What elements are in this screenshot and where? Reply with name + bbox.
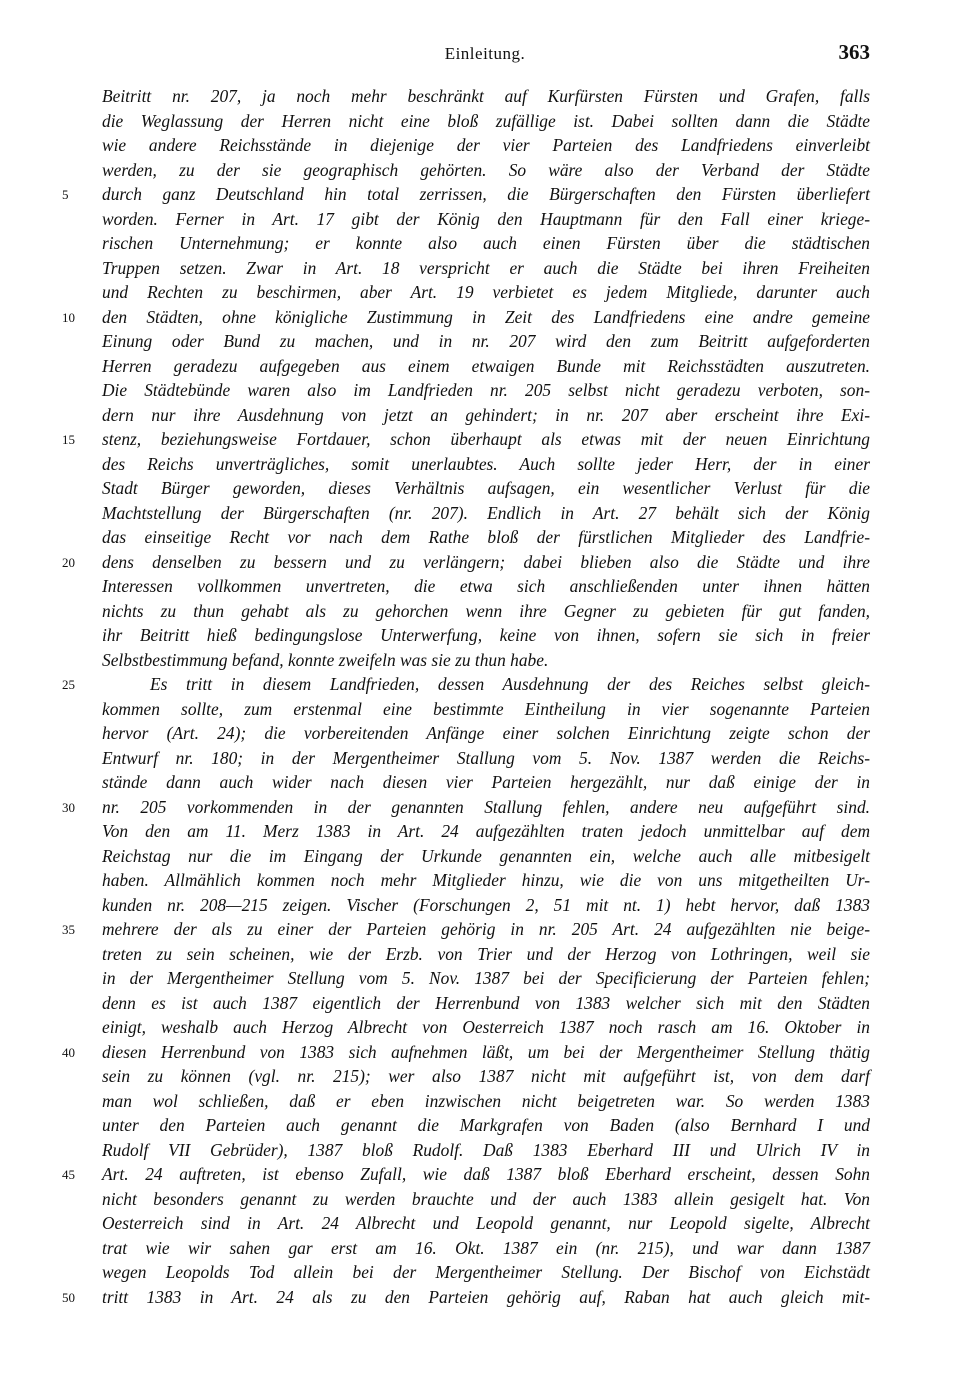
line-text: mehrere der als zu einer der Parteien gehörig in nr. 205 Art. 24 aufgezählten nie beige- — [102, 919, 870, 939]
running-head — [100, 40, 870, 70]
line-text: Art. 24 auftreten, ist ebenso Zufall, wie daß 1387 bloß Eberhard erscheint, dessen Sohn — [102, 1164, 870, 1184]
text-line — [0, 1064, 960, 1089]
line-text: denn es ist auch 1387 eigentlich der Herrenbund von 1383 welcher sich mit den Städten — [102, 992, 870, 1013]
text-line — [0, 599, 960, 624]
text-line — [0, 697, 960, 722]
text-line — [0, 746, 960, 771]
line-text: tritt 1383 in Art. 24 als zu den Parteien gehörig auf, Raban hat auch gleich mit- — [102, 1286, 870, 1307]
text-line — [0, 819, 960, 844]
text-line — [0, 672, 960, 697]
line-number: 10 — [62, 309, 75, 325]
text-line — [0, 795, 960, 820]
text-line — [0, 991, 960, 1016]
line-text: worden. Ferner in Art. 17 gibt der König den Hauptmann für den Fall einer kriege- — [102, 208, 870, 229]
line-text: Truppen setzen. Zwar in Art. 18 verspricht er auch die Städte bei ihren Freiheiten — [102, 257, 870, 278]
line-text: man wol schließen, daß er eben inzwischen nicht beigetreten war. So werden 1383 — [102, 1090, 870, 1111]
line-number: 5 — [62, 187, 69, 202]
text-line — [0, 403, 960, 428]
line-text: nr. 205 vorkommenden in der genannten Stallung fehlen, andere neu aufgeführt sind. — [102, 796, 870, 817]
line-text: stenz, beziehungsweise Fortdauer, schon überhaupt als etwas mit der neuen Einrichtung — [102, 429, 870, 449]
text-line — [0, 1089, 960, 1114]
line-text: Selbstbestimmung befand, konnte zweifeln was sie zu thun habe. — [102, 649, 549, 670]
text-line — [0, 280, 960, 305]
line-text: durch ganz Deutschland hin total zerrissen, die Bürgerschaften den Fürsten überliefert — [102, 184, 870, 204]
text-line — [0, 378, 960, 403]
line-number: 40 — [62, 1044, 75, 1060]
line-text: Reichstag nur die im Eingang der Urkunde genannten ein, welche auch alle mitbesigelt — [102, 845, 870, 866]
text-line — [0, 1236, 960, 1261]
text-line — [0, 550, 960, 575]
text-line — [0, 648, 960, 673]
line-text: treten zu sein scheinen, wie der Erzb. von Trier und der Herzog von Lothringen, weil sie — [102, 943, 870, 964]
text-line — [0, 84, 960, 109]
running-title: Einleitung. — [444, 44, 526, 63]
text-line — [0, 476, 960, 501]
text-line — [0, 427, 960, 452]
line-text: Von den am 11. Merz 1383 in Art. 24 aufgezählten traten jedoch unmittelbar auf dem — [102, 821, 870, 841]
line-text: wegen Leopolds Tod allein bei der Mergentheimer Stellung. Der Bischof von Eichstädt — [102, 1262, 870, 1282]
line-number: 20 — [62, 554, 75, 570]
line-text: Die Städtebünde waren also im Landfrieden nr. 205 selbst nicht geradezu verboten, son- — [102, 380, 870, 400]
line-text: haben. Allmählich kommen noch mehr Mitglieder hinzu, wie die von uns mitgetheilten Ur- — [102, 870, 870, 890]
line-number: 50 — [62, 1289, 75, 1305]
text-line — [0, 158, 960, 183]
text-line — [0, 721, 960, 746]
text-line — [0, 525, 960, 550]
line-text: kommen sollte, zum erstenmal eine bestimmte Eintheilung in vier sogenannte Parteien — [102, 698, 870, 719]
line-text: Rudolf VII Gebrüder), 1387 bloß Rudolf. Daß 1383 Eberhard III und Ulrich IV in — [102, 1139, 870, 1160]
line-text: Machtstellung der Bürgerschaften (nr. 207). Endlich in Art. 27 behält sich der König — [102, 502, 870, 523]
text-line — [0, 1138, 960, 1163]
line-text: sein zu können (vgl. nr. 215); wer also 1387 nicht mit aufgeführt ist, von dem darf — [102, 1066, 870, 1086]
text-line — [0, 452, 960, 477]
text-line — [0, 182, 960, 207]
text-line — [0, 109, 960, 134]
text-line — [0, 942, 960, 967]
line-text: Einung oder Bund zu machen, und in nr. 207 wird den zum Beitritt aufgeforderten — [102, 331, 870, 351]
line-text: Interessen vollkommen unvertreten, die etwa sich anschließenden unter ihnen hätten — [102, 576, 870, 596]
line-number: 25 — [62, 677, 75, 692]
line-text: Stadt Bürger geworden, dieses Verhältnis aufsagen, ein wesentlicher Verlust für die — [102, 478, 870, 498]
line-text: in der Mergentheimer Stellung vom 5. Nov. 1387 bei der Specificierung der Parteien fehlen; — [102, 968, 870, 988]
text-line — [0, 574, 960, 599]
text-line — [0, 501, 960, 526]
text-line — [0, 1285, 960, 1310]
body-text — [0, 84, 960, 1309]
text-line — [0, 256, 960, 281]
line-text: Oesterreich sind in Art. 24 Albrecht und Leopold genannt, nur Leopold sigelte, Albrecht — [102, 1213, 870, 1233]
line-text: des Reichs unverträgliches, somit unerlaubtes. Auch sollte jeder Herr, der in einer — [102, 453, 870, 474]
line-text: das einseitige Recht vor nach dem Rathe bloß der fürstlichen Mitglieder des Landfrie- — [102, 527, 870, 547]
text-line — [0, 868, 960, 893]
line-text: nicht besonders genannt zu werden brauchte und der auch 1383 allein gesigelt hat. Von — [102, 1188, 870, 1209]
line-text: trat wie wir sahen gar erst am 16. Okt. 1387 ein (nr. 215), und war dann 1387 — [102, 1237, 870, 1258]
line-number: 35 — [62, 922, 75, 937]
text-line — [0, 917, 960, 942]
line-text: rischen Unternehmung; er konnte also auch einen Fürsten über die städtischen — [102, 233, 870, 253]
text-line — [0, 844, 960, 869]
text-line — [0, 231, 960, 256]
text-line — [0, 893, 960, 918]
text-line — [0, 133, 960, 158]
line-text: Beitritt nr. 207, ja noch mehr beschränkt auf Kurfürsten Fürsten und Grafen, falls — [102, 86, 870, 106]
text-line — [0, 1040, 960, 1065]
text-line — [0, 305, 960, 330]
line-text: einigt, weshalb auch Herzog Albrecht von Oesterreich 1387 noch rasch am 16. Oktober in — [102, 1017, 870, 1037]
line-text: stände dann auch wider nach diesen vier Parteien hergezählt, nur daß einige der in — [102, 772, 870, 792]
line-text: hervor (Art. 24); die vorbereitenden Anfänge einer solchen Einrichtung zeigte schon der — [102, 723, 870, 743]
line-text: die Weglassung der Herren nicht eine bloß zufällige ist. Dabei sollten dann die Städte — [102, 110, 870, 131]
line-text: werden, zu der sie geographisch gehörten. So wäre also der Verband der Städte — [102, 159, 870, 180]
line-number: 30 — [62, 799, 75, 815]
line-text: Herren geradezu aufgegeben aus einem etwaigen Bunde mit Reichsstädten auszutreten. — [102, 355, 870, 376]
line-text: Es tritt in diesem Landfrieden, dessen Ausdehnung der des Reiches selbst gleich- — [150, 674, 870, 694]
line-text: und Rechten zu beschirmen, aber Art. 19 verbietet es jedem Mitgliede, darunter auch — [102, 282, 870, 302]
line-text: diesen Herrenbund von 1383 sich aufnehmen läßt, um bei der Mergentheimer Stellung thätig — [102, 1041, 870, 1062]
text-line — [0, 1162, 960, 1187]
text-line — [0, 770, 960, 795]
line-number: 15 — [62, 432, 75, 447]
page-number: 363 — [838, 40, 870, 64]
text-line — [0, 1260, 960, 1285]
text-line — [0, 966, 960, 991]
line-text: dens denselben zu bessern und zu verlängern; dabei blieben also die Städte und ihre — [102, 551, 870, 572]
text-line — [0, 207, 960, 232]
text-line — [0, 1015, 960, 1040]
text-line — [0, 329, 960, 354]
line-text: den Städten, ohne königliche Zustimmung in Zeit des Landfriedens eine andre gemeine — [102, 306, 870, 327]
line-text: Entwurf nr. 180; in der Mergentheimer Stallung vom 5. Nov. 1387 werden die Reichs- — [102, 747, 870, 768]
text-line — [0, 1211, 960, 1236]
line-text: kunden nr. 208—215 zeigen. Vischer (Forschungen 2, 51 mit nt. 1) hebt hervor, daß 1383 — [102, 894, 870, 915]
text-line — [0, 1187, 960, 1212]
text-line — [0, 1113, 960, 1138]
line-text: ihr Beitritt hieß bedingungslose Unterwerfung, keine von ihnen, sofern sie sich in freier — [102, 625, 870, 645]
line-number: 45 — [62, 1167, 75, 1182]
line-text: dern nur ihre Ausdehnung von jetzt an gehindert; in nr. 207 aber erscheint ihre Exi- — [102, 404, 870, 425]
line-text: nichts zu thun gehabt als zu gehorchen wenn ihre Gegner zu gebieten für gut fanden, — [102, 600, 870, 621]
text-line — [0, 354, 960, 379]
line-text: wie andere Reichsstände in diejenige der vier Parteien des Landfriedens einverleibt — [102, 135, 870, 155]
text-line — [0, 623, 960, 648]
line-text: unter den Parteien auch genannt die Markgrafen von Baden (also Bernhard I und — [102, 1115, 870, 1135]
